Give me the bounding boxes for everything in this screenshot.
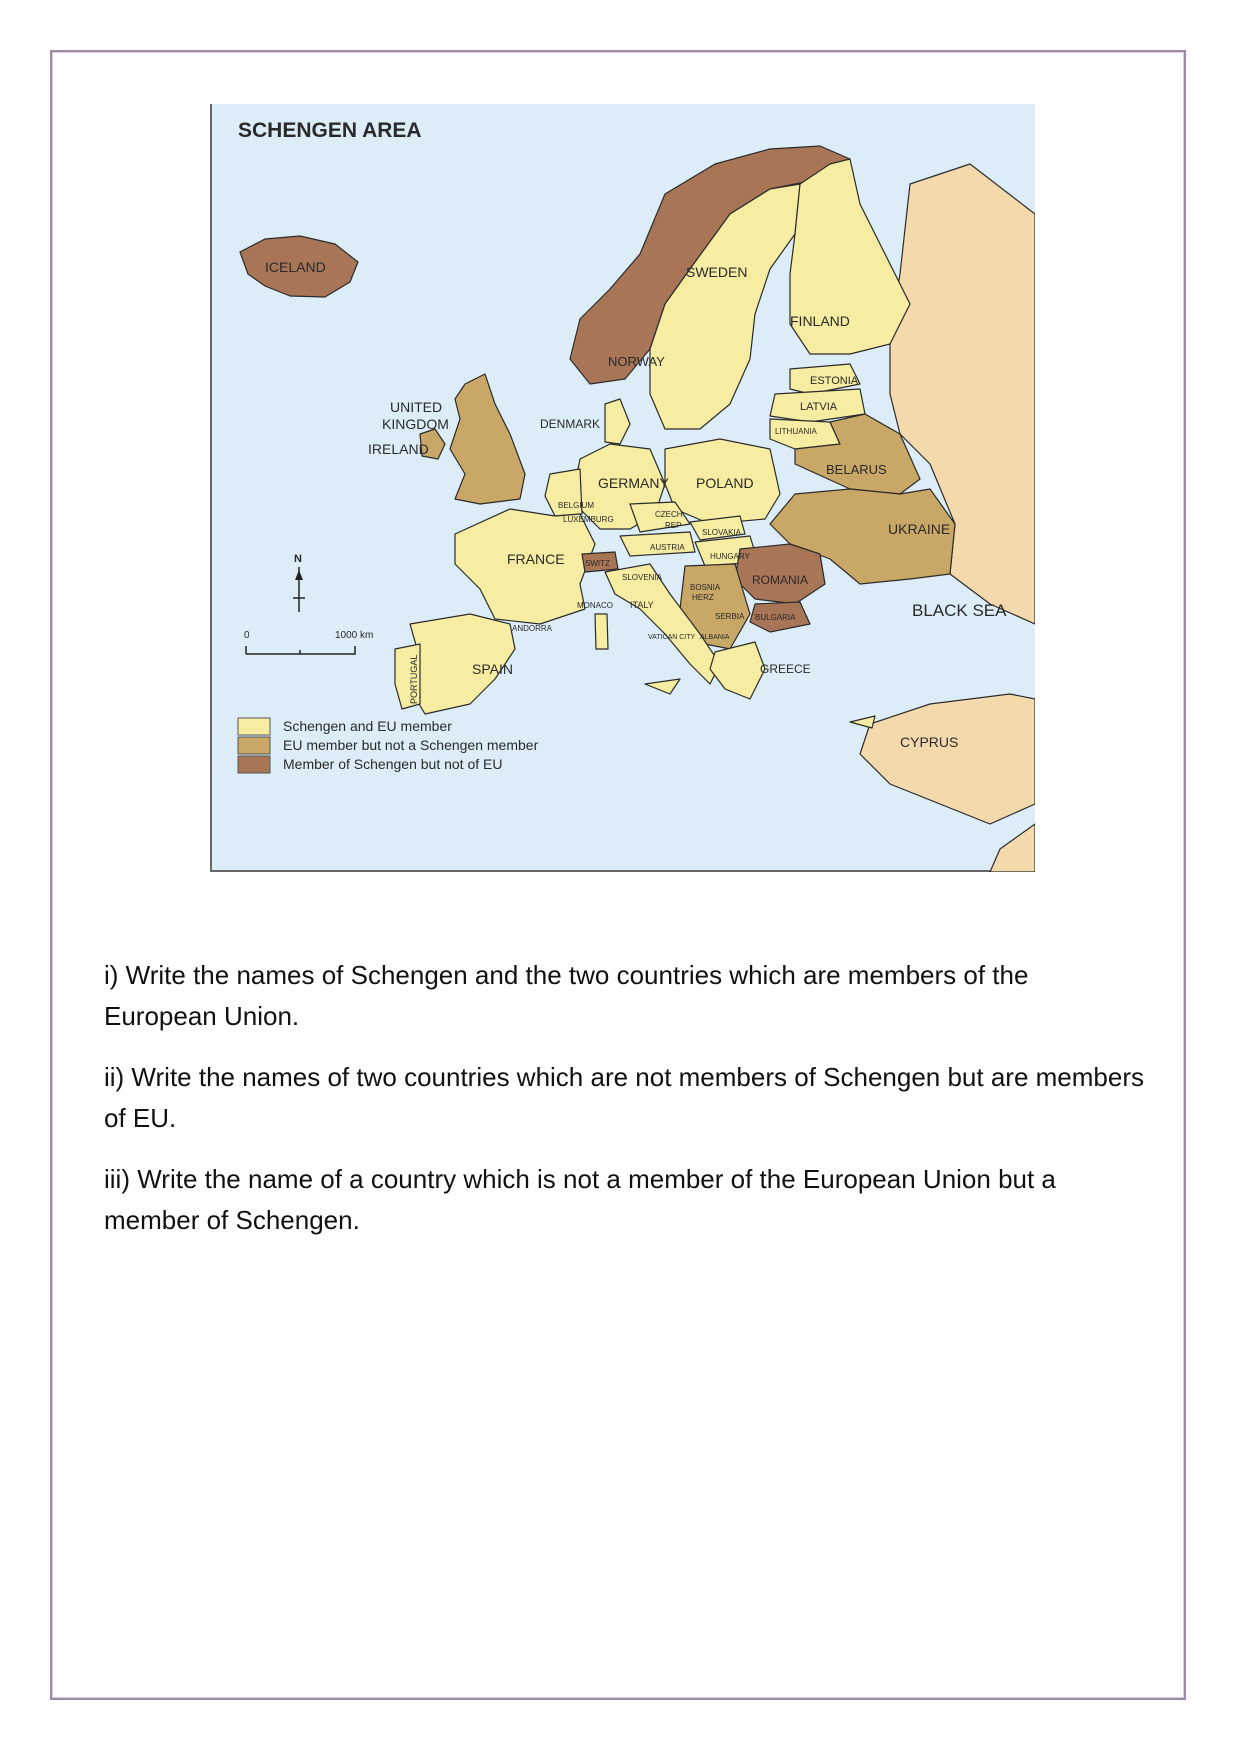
label-estonia: ESTONIA (810, 375, 859, 387)
label-black-sea: BLACK SEA (912, 601, 1007, 620)
label-slovenia: SLOVENIA (622, 573, 663, 582)
label-spain: SPAIN (472, 661, 513, 677)
label-ukraine: UKRAINE (888, 521, 951, 537)
legend-label-eu-not-schengen: EU member but not a Schengen member (283, 737, 539, 753)
map-figure (210, 104, 1035, 872)
legend-swatch-schengen-eu (238, 718, 270, 735)
label-czech-line1: CZECH (655, 510, 683, 519)
label-france: FRANCE (507, 551, 565, 567)
map-title: SCHENGEN AREA (238, 119, 422, 142)
label-uk-line1: UNITED (390, 399, 443, 415)
label-slovakia: SLOVAKIA (702, 528, 741, 537)
label-latvia: LATVIA (800, 401, 838, 413)
label-iceland: ICELAND (265, 259, 326, 275)
label-sweden: SWEDEN (686, 264, 748, 280)
label-luxemburg: LUXEMBURG (563, 515, 614, 524)
label-portugal: PORTUGAL (409, 654, 419, 704)
label-norway: NORWAY (608, 354, 665, 369)
label-andorra: ANDORRA (512, 624, 553, 633)
label-belarus: BELARUS (826, 462, 887, 477)
schengen-map (210, 104, 1035, 872)
question-3: iii) Write the name of a country which is not a member of the European Union but a member of Schengen. (104, 1164, 1056, 1235)
sardinia-shape (595, 614, 608, 649)
north-label: N (294, 553, 302, 565)
label-denmark: DENMARK (540, 417, 601, 431)
label-romania: ROMANIA (752, 573, 809, 587)
label-uk-line2: KINGDOM (382, 416, 449, 432)
label-switzerland: SWITZ (585, 559, 610, 568)
legend-swatch-schengen-not-eu (238, 756, 270, 773)
label-greece: GREECE (760, 662, 811, 676)
label-czech-line2: REP (665, 521, 682, 530)
label-finland: FINLAND (790, 313, 850, 329)
label-bulgaria: BULGARIA (755, 613, 796, 622)
label-hungary: HUNGARY (710, 552, 750, 561)
legend-label-schengen-not-eu: Member of Schengen but not of EU (283, 756, 503, 772)
label-belgium: BELGIUM (558, 501, 595, 510)
label-monaco: MONACO (577, 601, 613, 610)
question-1: i) Write the names of Schengen and the two countries which are members of the European Union. (104, 960, 1029, 1031)
label-germany: GERMANY (598, 475, 669, 491)
label-cyprus: CYPRUS (900, 734, 959, 750)
question-2: ii) Write the names of two countries which are not members of Schengen but are members of EU. (104, 1062, 1144, 1133)
label-italy: ITALY (630, 600, 654, 610)
label-serbia: SERBIA (715, 612, 745, 621)
label-ireland: IRELAND (368, 441, 429, 457)
legend-swatch-eu-not-schengen (238, 737, 270, 754)
label-lithuania: LITHUANIA (775, 427, 817, 436)
legend-label-schengen-eu: Schengen and EU member (283, 718, 452, 734)
question-list (104, 955, 1144, 1261)
label-albania: ALBANIA (700, 634, 730, 641)
label-poland: POLAND (696, 475, 754, 491)
label-bosnia-line1: BOSNIA (690, 583, 721, 592)
label-austria: AUSTRIA (650, 543, 685, 552)
label-vatican: VATICAN CITY (648, 634, 696, 641)
scale-distance: 1000 km (335, 630, 374, 641)
label-bosnia-line2: HERZ (692, 593, 714, 602)
scale-zero: 0 (244, 630, 250, 641)
